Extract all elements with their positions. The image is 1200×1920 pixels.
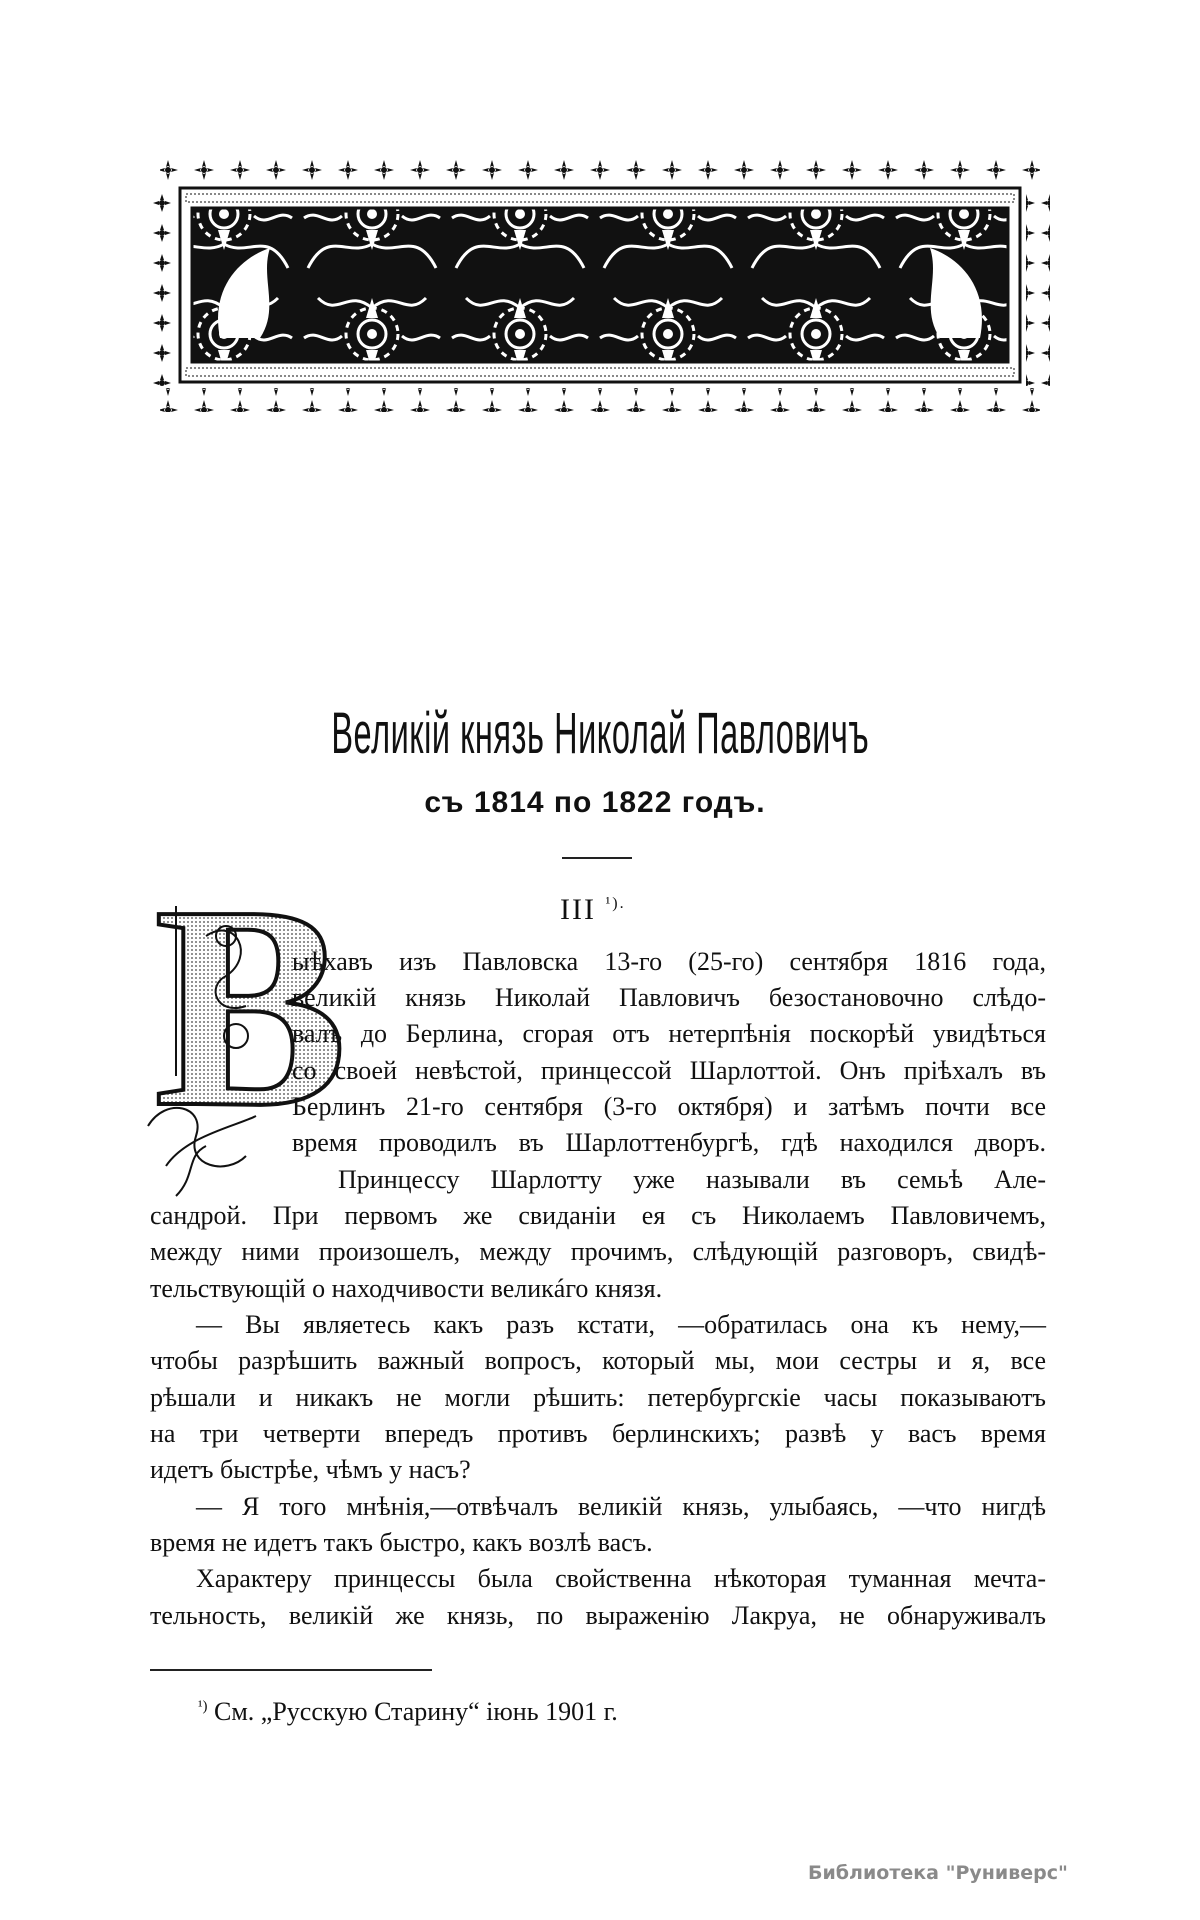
body-line: Принцессу Шарлотту уже называли въ семьѣ Але- [338, 1165, 1046, 1194]
title-divider [562, 857, 632, 859]
body-line: рѣшали и никакъ не могли рѣшить: петербургскіе часы показываютъ [150, 1383, 1046, 1412]
body-line: ыѣхавъ изъ Павловска 13-го (25-го) сентября 1816 года, [292, 947, 1046, 976]
body-line: чтобы разрѣшить важный вопросъ, который мы, мои сестры и я, все [150, 1346, 1046, 1375]
body-line: между ними произошелъ, между прочимъ, слѣдующій разговоръ, свидѣ- [150, 1237, 1046, 1266]
body-line: Берлинъ 21-го сентября (3-го октября) и затѣмъ почти все [292, 1092, 1046, 1121]
article-subtitle: съ 1814 по 1822 годъ. [424, 786, 766, 819]
article-title-text: Великій князь Николай Павловичъ [331, 701, 869, 766]
body-line: — Вы являетесь какъ разъ кстати, —обратилась она къ нему,— [196, 1310, 1046, 1339]
body-line: великій князь Николай Павловичъ безостановочно слѣдо- [292, 983, 1046, 1012]
body-line: — Я того мнѣнія,—отвѣчалъ великій князь, улыбаясь, —что нигдѣ [196, 1492, 1046, 1521]
body-line: тельствующій о находчивости великáго князя. [150, 1274, 663, 1303]
footnote-ref[interactable]: ¹). [605, 895, 626, 912]
body-line: тельность, великій же князь, по выраженію Лакруа, не обнаруживалъ [150, 1601, 1046, 1630]
body-line: время проводилъ въ Шарлоттенбургѣ, гдѣ находился дворъ. [292, 1128, 1046, 1157]
body-line: время не идетъ такъ быстро, какъ возлѣ васъ. [150, 1528, 653, 1557]
footnote-text: См. „Русскую Старину“ іюнь 1901 г. [214, 1697, 618, 1726]
library-watermark: Библиотека "Руниверс" [808, 1862, 1068, 1884]
section-heading [560, 893, 626, 927]
ornamental-headpiece [150, 158, 1050, 412]
ornamental-initial [146, 846, 348, 1206]
footnote-mark: ¹) [198, 1698, 208, 1715]
body-line: на три четверти впередъ противъ берлинскихъ; развѣ у васъ время [150, 1419, 1046, 1448]
body-line: сандрой. При первомъ же свиданіи ея съ Николаемъ Павловичемъ, [150, 1201, 1046, 1230]
dropcap-letter: В [154, 846, 348, 1167]
body-line: со своей невѣстой, принцессой Шарлоттой. Онъ пріѣхалъ въ [292, 1056, 1046, 1085]
body-line: идетъ быстрѣе, чѣмъ у насъ? [150, 1455, 471, 1484]
section-number: III [560, 893, 596, 926]
footnote [198, 1697, 618, 1727]
footnote-divider [150, 1669, 432, 1671]
article-title [0, 700, 1200, 767]
body-line: валъ до Берлина, сгорая отъ нетерпѣнія поскорѣй увидѣться [292, 1019, 1046, 1048]
body-line: Характеру принцессы была свойственна нѣкоторая туманная мечта- [196, 1564, 1046, 1593]
